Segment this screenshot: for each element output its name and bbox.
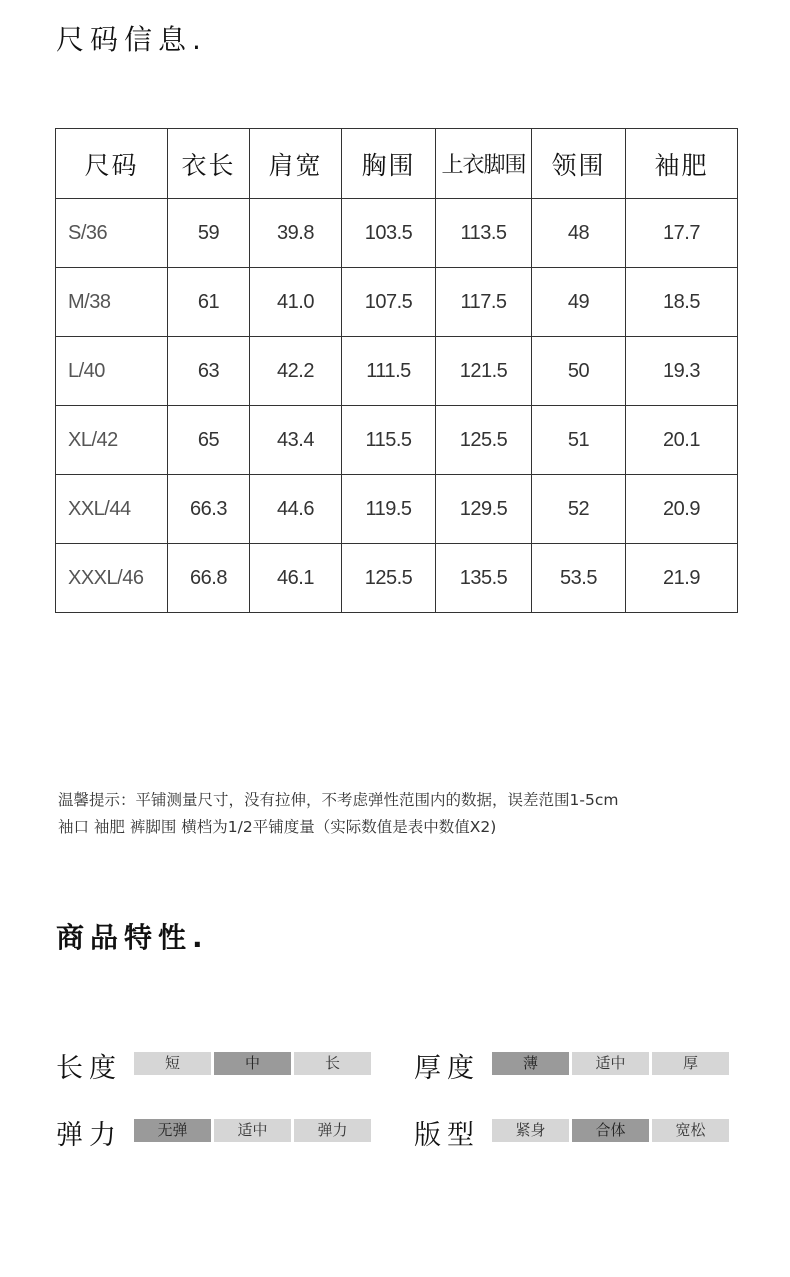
- header-size: 尺码: [56, 129, 168, 199]
- measurement-cell: 21.9: [626, 544, 738, 613]
- measurement-cell: 41.0: [250, 268, 342, 337]
- measurement-cell: 20.9: [626, 475, 738, 544]
- size-label-cell: XXL/44: [56, 475, 168, 544]
- size-label-cell: M/38: [56, 268, 168, 337]
- measurement-cell: 53.5: [532, 544, 626, 613]
- header-collar: 领围: [532, 129, 626, 199]
- measurement-cell: 125.5: [436, 406, 532, 475]
- measurement-cell: 44.6: [250, 475, 342, 544]
- size-table-row: [56, 337, 738, 406]
- header-shoulder: 肩宽: [250, 129, 342, 199]
- feature-option: 宽松: [652, 1119, 729, 1142]
- measurement-cell: 103.5: [342, 199, 436, 268]
- feature-option: 适中: [214, 1119, 291, 1142]
- feature-option-selected: 薄: [492, 1052, 569, 1075]
- measurement-cell: 18.5: [626, 268, 738, 337]
- measurement-cell: 61: [168, 268, 250, 337]
- measurement-cell: 59: [168, 199, 250, 268]
- measurement-cell: 17.7: [626, 199, 738, 268]
- size-label-cell: S/36: [56, 199, 168, 268]
- feature-option: 长: [294, 1052, 371, 1075]
- feature-length-options: [134, 1052, 371, 1075]
- measurement-cell: 42.2: [250, 337, 342, 406]
- measurement-cell: 117.5: [436, 268, 532, 337]
- measurement-cell: 121.5: [436, 337, 532, 406]
- feature-option: 短: [134, 1052, 211, 1075]
- header-hem: 上衣脚围: [436, 129, 532, 199]
- header-length: 衣长: [168, 129, 250, 199]
- measurement-cell: 52: [532, 475, 626, 544]
- size-info-title: 尺码信息.: [56, 23, 207, 56]
- feature-option-selected: 合体: [572, 1119, 649, 1142]
- size-label-cell: XL/42: [56, 406, 168, 475]
- feature-elasticity-options: [134, 1119, 371, 1142]
- feature-thickness-label: 厚度: [414, 1053, 480, 1084]
- feature-elasticity-label: 弹力: [56, 1120, 122, 1151]
- measurement-cell: 129.5: [436, 475, 532, 544]
- product-features-title: 商品特性.: [56, 921, 209, 954]
- measurement-cell: 135.5: [436, 544, 532, 613]
- feature-option-selected: 无弹: [134, 1119, 211, 1142]
- feature-fit-label: 版型: [414, 1120, 480, 1151]
- measurement-cell: 65: [168, 406, 250, 475]
- size-table-row: [56, 475, 738, 544]
- size-table-row: [56, 268, 738, 337]
- header-sleeve: 袖肥: [626, 129, 738, 199]
- feature-option: 适中: [572, 1052, 649, 1075]
- measurement-cell: 115.5: [342, 406, 436, 475]
- measurement-cell: 19.3: [626, 337, 738, 406]
- feature-length-label: 长度: [56, 1053, 122, 1084]
- measurement-cell: 66.3: [168, 475, 250, 544]
- measurement-cell: 49: [532, 268, 626, 337]
- measurement-cell: 111.5: [342, 337, 436, 406]
- measurement-cell: 107.5: [342, 268, 436, 337]
- size-label-cell: L/40: [56, 337, 168, 406]
- size-label-cell: XXXL/46: [56, 544, 168, 613]
- measurement-tip-line-1: 温馨提示：平铺测量尺寸，没有拉伸，不考虑弹性范围内的数据，误差范围1-5cm: [58, 791, 619, 809]
- size-table-row: [56, 406, 738, 475]
- measurement-cell: 20.1: [626, 406, 738, 475]
- feature-thickness-options: [492, 1052, 729, 1075]
- measurement-tip-line-2: 袖口 袖肥 裤脚围 横档为1/2平铺度量（实际数值是表中数值X2): [58, 818, 497, 836]
- measurement-cell: 51: [532, 406, 626, 475]
- feature-option: 紧身: [492, 1119, 569, 1142]
- measurement-cell: 48: [532, 199, 626, 268]
- measurement-cell: 43.4: [250, 406, 342, 475]
- size-table-header-row: [56, 129, 738, 199]
- size-table-row: [56, 199, 738, 268]
- header-chest: 胸围: [342, 129, 436, 199]
- measurement-cell: 66.8: [168, 544, 250, 613]
- measurement-cell: 39.8: [250, 199, 342, 268]
- measurement-cell: 119.5: [342, 475, 436, 544]
- size-table-row: [56, 544, 738, 613]
- measurement-cell: 125.5: [342, 544, 436, 613]
- feature-fit-options: [492, 1119, 729, 1142]
- size-table: [55, 128, 738, 613]
- feature-option: 厚: [652, 1052, 729, 1075]
- measurement-cell: 113.5: [436, 199, 532, 268]
- measurement-cell: 63: [168, 337, 250, 406]
- measurement-cell: 46.1: [250, 544, 342, 613]
- feature-option: 弹力: [294, 1119, 371, 1142]
- measurement-cell: 50: [532, 337, 626, 406]
- feature-option-selected: 中: [214, 1052, 291, 1075]
